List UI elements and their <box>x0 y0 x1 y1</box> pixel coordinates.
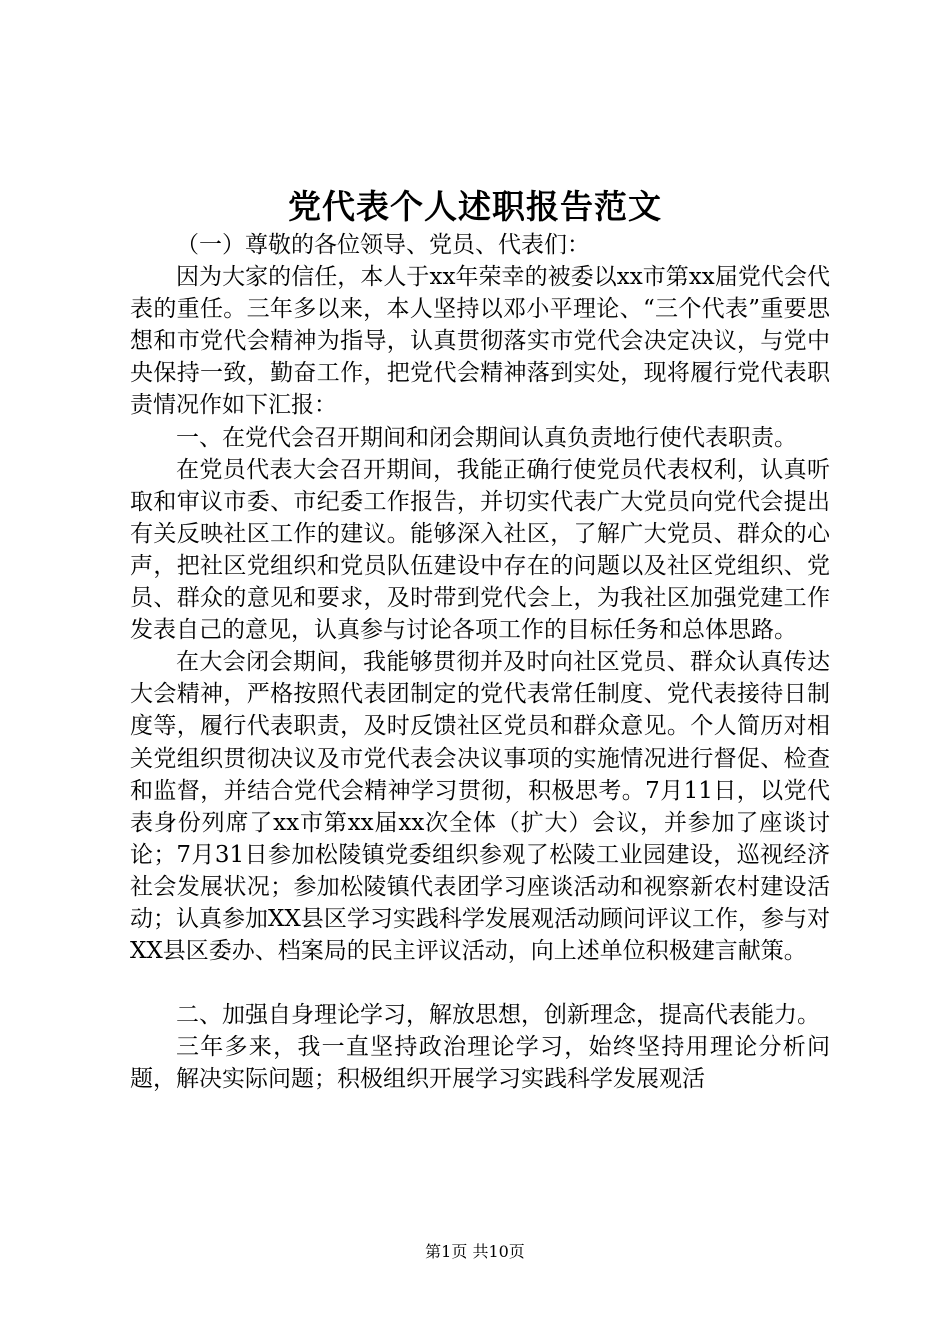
greeting-paragraph: （一）尊敬的各位领导、党员、代表们： <box>176 232 590 258</box>
document-title: 党代表个人述职报告范文 <box>288 187 662 226</box>
section-heading-1: 一、在党代会召开期间和闭会期间认真负责地行使代表职责。 <box>176 424 797 451</box>
document-body <box>130 229 830 1095</box>
body-paragraph-3: 三年多来，我一直坚持政治理论学习，始终坚持用理论分析问题，解决实际问题；积极组织开展学习实践科学发展观活 <box>130 1034 830 1093</box>
body-paragraph-2: 在大会闭会期间，我能够贯彻并及时向社区党员、群众认真传达大会精神，严格按照代表团制定的党代表常任制度、党代表接待日制度等，履行代表职责，及时反馈社区党员和群众意见。个人简历对相关党组织贯彻决议及市党代表会决议事项的实施情况进行督促、检查和监督，并结合党代会精神学习贯彻，积极思考。7月11日，以党代表身份列席了xx市第xx届xx次全体（扩大）会议，并参加了座谈讨论；7月31日参加松陵镇党委组织参观了松陵工业园建设，巡视经济社会发展状况；参加松陵镇代表团学习座谈活动和视察新农村建设活动；认真参加XX县区学习实践科学发展观活动顾问评议工作，参与对XX县区委办、档案局的民主评议活动，向上述单位积极建言献策。 <box>130 649 830 965</box>
section-heading-2: 二、加强自身理论学习，解放思想，创新理念，提高代表能力。 <box>176 1002 820 1029</box>
page-number-footer: 第1页 共10页 <box>425 1242 525 1261</box>
body-paragraph-1: 在党员代表大会召开期间，我能正确行使党员代表权利，认真听取和审议市委、市纪委工作报告，并切实代表广大党员向党代会提出有关反映社区工作的建议。能够深入社区，了解广大党员、群众的心声，把社区党组织和党员队伍建设中存在的问题以及社区党组织、党员、群众的意见和要求，及时带到党代会上，为我社区加强党建工作发表自己的意见，认真参与讨论各项工作的目标任务和总体思路。 <box>130 456 830 644</box>
intro-paragraph: 因为大家的信任，本人于xx年荣幸的被委以xx市第xx届党代会代表的重任。三年多以来，本人坚持以邓小平理论、“三个代表”重要思想和市党代会精神为指导，认真贯彻落实市党代会决定决议，与党中央保持一致，勤奋工作，把党代会精神落到实处，现将履行党代表职责情况作如下汇报： <box>130 264 830 419</box>
